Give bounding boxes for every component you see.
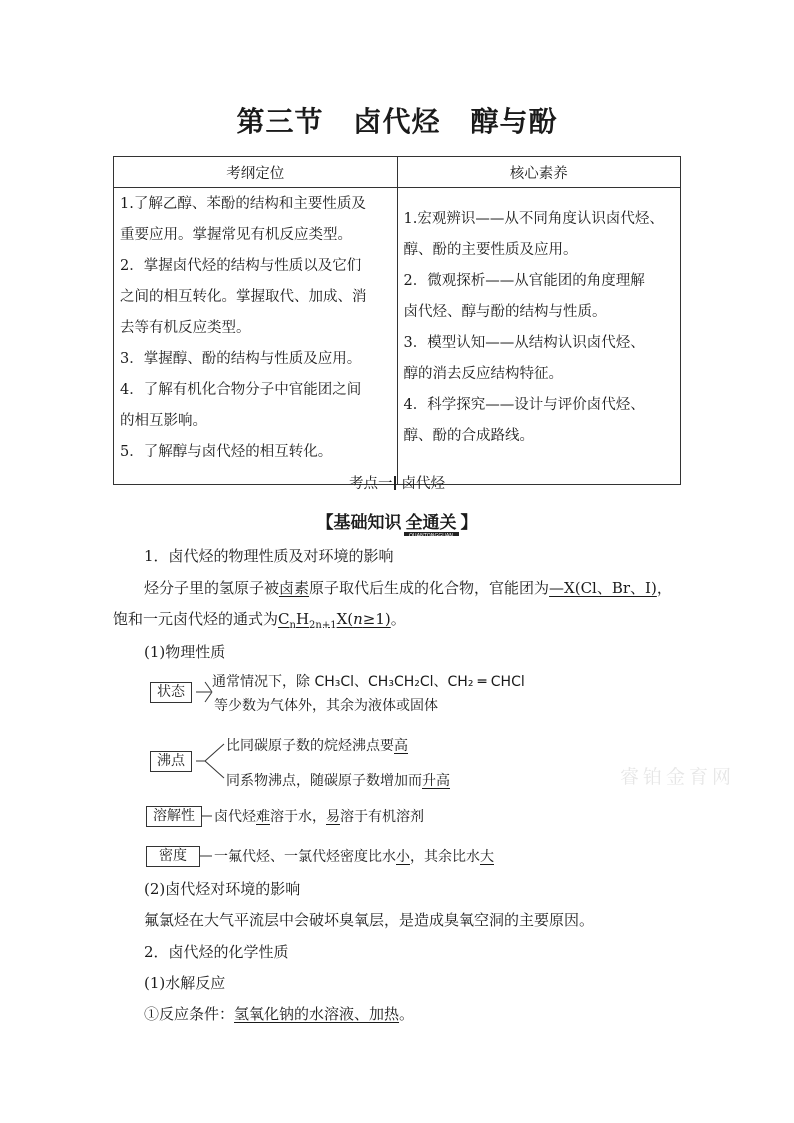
kaogang-cell xyxy=(114,188,398,485)
hexin-line: 1.宏观辨识——从不同角度认识卤代烃、 xyxy=(403,211,664,227)
hexin-line: 4．科学探究——设计与评价卤代烃、 xyxy=(403,397,645,413)
kaogang-line: 5．了解醇与卤代烃的相互转化。 xyxy=(120,444,333,460)
p1-line2: 饱和一元卤代烃的通式为$C_nH_{2n+1}X(n\ge 1)$。 xyxy=(113,610,406,631)
hexin-cell xyxy=(397,188,681,485)
kaogang-line: 的相互影响。 xyxy=(120,413,207,429)
rongjiexing-text: 卤代烃难溶于水，易溶于有机溶剂 xyxy=(214,809,424,825)
syllabus-table xyxy=(113,156,681,485)
rongjiexing-box: 溶解性 xyxy=(146,806,202,827)
zhuangtai-line2: 等少数为气体外，其余为液体或固体 xyxy=(214,698,438,714)
kaogang-line: 2．掌握卤代烃的结构与性质以及它们 xyxy=(120,258,362,274)
zhuangtai-line1: 通常情况下，除 CH₃Cl、CH₃CH₂Cl、CH₂ ═ CHCl xyxy=(212,674,525,690)
feidian-box: 沸点 xyxy=(150,751,192,772)
kaodian-text: 卤代烃 xyxy=(401,476,445,492)
wuli-title: (1)物理性质 xyxy=(144,643,226,661)
kaodian-label: 考点一 xyxy=(349,476,393,492)
kaodian-heading xyxy=(0,472,794,493)
huanjing-title: (2)卤代烃对环境的影响 xyxy=(144,880,301,898)
watermark: 睿铂金育网 xyxy=(620,766,736,788)
midu-box: 密度 xyxy=(146,846,200,867)
page-title: 第三节 卤代烃 醇与酚 xyxy=(236,105,558,138)
zhuangtai-box: 状态 xyxy=(150,682,192,703)
kaogang-line: 4．了解有机化合物分子中官能团之间 xyxy=(120,382,362,398)
hexin-line: 醇、酚的主要性质及应用。 xyxy=(403,242,578,258)
kaogang-line: 1.了解乙醇、苯酚的结构和主要性质及 xyxy=(120,196,366,212)
midu-text: 一氟代烃、一氯代烃密度比水小，其余比水大 xyxy=(214,849,494,865)
kaogang-line: 重要应用。掌握常见有机反应类型。 xyxy=(120,227,352,243)
kaogang-line: 3．掌握醇、酚的结构与性质及应用。 xyxy=(120,351,362,367)
hexin-line: 卤代烃、醇与酚的结构与性质。 xyxy=(403,304,607,320)
header-hexin: 核心素养 xyxy=(397,157,681,188)
hexin-line: 3．模型认知——从结构认识卤代烃、 xyxy=(403,335,645,351)
feidian-line1: 比同碳原子数的烷烃沸点要高 xyxy=(226,738,408,754)
s1-title: 1．卤代烃的物理性质及对环境的影响 xyxy=(144,547,394,565)
hexin-line: 醇的消去反应结构特征。 xyxy=(403,366,563,382)
kaogang-line: 去等有机反应类型。 xyxy=(120,320,251,336)
header-kaogang: 考纲定位 xyxy=(114,157,398,188)
s2-title: 2．卤代烃的化学性质 xyxy=(144,943,289,961)
section-banner: 【基础知识 全通关 QUANTONGGUAN 】 xyxy=(316,513,478,539)
huanjing-text: 氟氯烃在大气平流层中会破坏臭氧层，是造成臭氧空洞的主要原因。 xyxy=(144,911,595,929)
hexin-line: 2．微观探析——从官能团的角度理解 xyxy=(403,273,645,289)
hexin-line: 醇、酚的合成路线。 xyxy=(403,428,534,444)
feidian-line2: 同系物沸点，随碳原子数增加而升高 xyxy=(226,773,450,789)
kaodian-bar xyxy=(394,476,396,490)
quantongguan-badge: 全通关 QUANTONGGUAN xyxy=(405,513,457,539)
tiaojian-line: ①反应条件：氢氧化钠的水溶液、加热。 xyxy=(144,1005,415,1023)
kaogang-line: 之间的相互转化。掌握取代、加成、消 xyxy=(120,289,367,305)
shuijie-title: (1)水解反应 xyxy=(144,974,226,992)
p1-line1: 烃分子里的氢原子被卤素原子取代后生成的化合物，官能团为—X(Cl、Br、I)， xyxy=(144,579,672,597)
